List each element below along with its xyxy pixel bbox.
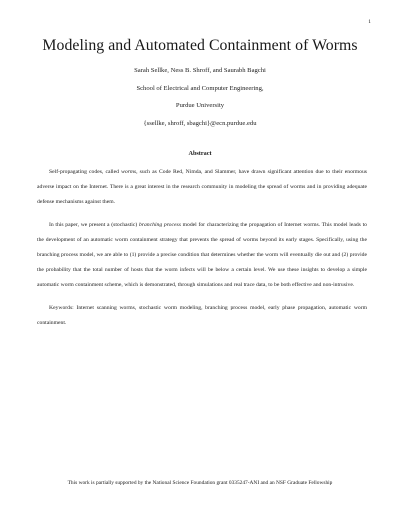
abstract-p2-text-start: In this paper, we present a (stochastic) [49, 221, 139, 228]
emphasis-branching-process: branching process [138, 221, 181, 228]
keywords: Keywords: Internet scanning worms, stochastic worm modeling, branching process model, early phase propagation, automatic worm containment. [37, 304, 367, 326]
abstract-body [37, 165, 367, 338]
abstract-paragraph-1 [37, 165, 367, 211]
abstract-p1-text-start: Self-propagating codes, called [49, 169, 122, 175]
abstract-paragraph-2 [37, 218, 367, 294]
authors: Sarah Sellke, Ness B. Shroff, and Saurabh Bagchi [134, 67, 266, 74]
university: Purdue University [175, 102, 225, 109]
paper-title: Modeling and Automated Containment of Worms [42, 37, 358, 54]
funding-footnote: This work is partially supported by the National Science Foundation grant 0335247-ANI and an NSF Graduate Fellowship [67, 480, 333, 486]
affiliation: School of Electrical and Computer Engineering, [136, 85, 264, 92]
abstract-p1-text-end: , such as Code Red, Nimda, and Slammer, have drawn significant attention due to their enormous adverse impact on the Internet. There is a great interest in the research community in modeling the spread of worms and in providing adequate defense mechanisms against them. [37, 169, 367, 206]
author-emails: {ssellke, shroff, sbagchi}@ecn.purdue.edu [143, 120, 257, 127]
abstract-heading: Abstract [188, 150, 212, 157]
abstract-p2-text-end: model for characterizing the propagation of Internet worms. This model leads to the development of an automatic worm containment strategy that prevents the spread of worms beyond its early stages. Specifically, using the branching process model, we are able to (1) provide a precise condition that determines whether the worm will eventually die out and (2) provide the probability that the total number of hosts that the worm infects will be below a certain level. We use these insights to develop a simple automatic worm containment scheme, which is demonstrated, through simulations and real trace data, to be both effective and non-intrusive. [37, 221, 367, 289]
page-number: 1 [368, 19, 371, 25]
emphasis-worms: worms [121, 169, 137, 175]
